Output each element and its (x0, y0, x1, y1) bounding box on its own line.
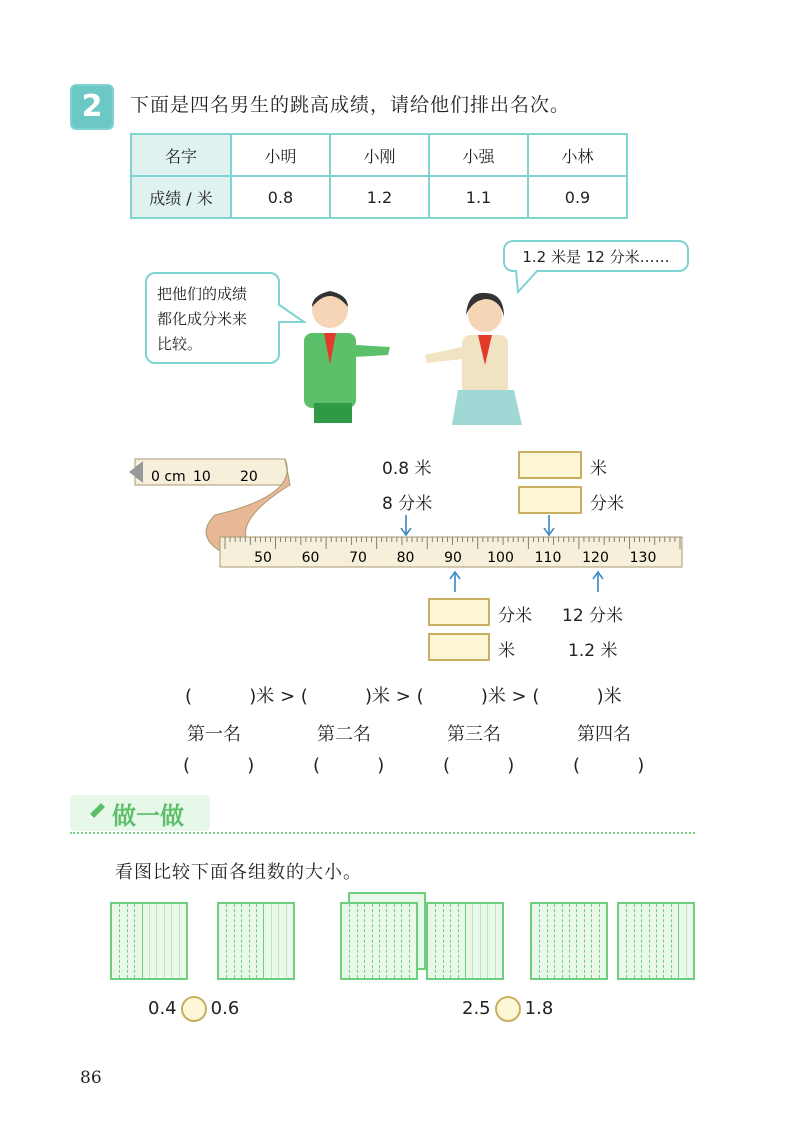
bubble-line: 把他们的成绩 (157, 285, 248, 303)
grid-line (480, 904, 481, 978)
grid-line (584, 904, 585, 978)
grid-line (547, 904, 548, 978)
tape-label-0cm: 0 cm (151, 469, 186, 485)
grid-0.8 (617, 902, 695, 980)
ranking-order-line: ( )米 > ( )米 > ( )米 > ( )米 (185, 686, 622, 707)
grid-line (179, 904, 180, 978)
place-second: 第二名 (317, 724, 371, 745)
answer-box-m-top[interactable] (518, 451, 582, 479)
tape-number: 80 (396, 550, 415, 566)
grid-line (394, 904, 395, 978)
grid-line (539, 904, 540, 978)
grid-line (149, 904, 150, 978)
arrow-up-icon (590, 570, 606, 592)
answer-blank-fourth[interactable]: ( ) (573, 755, 645, 776)
grid-0.6 (217, 902, 295, 980)
label-unit-m: 米 (498, 641, 515, 661)
grid-line (401, 904, 402, 978)
arrow-up-icon (447, 570, 463, 592)
table-cell: 1.2 (330, 176, 429, 218)
arrow-down-icon (541, 515, 557, 537)
label-unit-dm: 分米 (498, 606, 532, 626)
grid-line (241, 904, 242, 978)
grid-line (458, 904, 459, 978)
table-row-scores (131, 176, 627, 218)
grid-line (465, 904, 466, 978)
grid-line (364, 904, 365, 978)
grid-line (678, 904, 679, 978)
tape-number: 90 (444, 550, 462, 566)
grid-line (249, 904, 250, 978)
grid-line (409, 904, 410, 978)
grid-line (156, 904, 157, 978)
value-1.8: 1.8 (524, 998, 554, 1019)
grid-line (569, 904, 570, 978)
value-0.6: 0.6 (210, 998, 240, 1019)
bubble-line: 都化成分米来 (157, 310, 248, 328)
grid-line (119, 904, 120, 978)
table-cell: 1.1 (429, 176, 528, 218)
place-first: 第一名 (187, 724, 241, 745)
pencil-icon (84, 800, 108, 824)
children-illustration (290, 285, 530, 425)
boy-figure (304, 291, 390, 423)
grid-line (641, 904, 642, 978)
tape-number: 60 (301, 550, 320, 566)
answer-box-dm-bottom[interactable] (428, 598, 490, 626)
table-cell: 小刚 (330, 134, 429, 176)
comparison-left (148, 996, 239, 1022)
comparison-right (462, 996, 553, 1022)
label-0.8m: 0.8 米 (382, 459, 432, 479)
label-unit-m: 米 (590, 459, 607, 479)
grid-line (435, 904, 436, 978)
label-unit-dm: 分米 (590, 494, 624, 514)
grid-whole-b (530, 902, 608, 980)
practice-instruction: 看图比较下面各组数的大小。 (115, 862, 362, 883)
table-cell: 小强 (429, 134, 528, 176)
table-header-cell: 成绩 / 米 (131, 176, 231, 218)
boy-speech-bubble (145, 272, 280, 364)
table-cell: 小明 (231, 134, 330, 176)
grid-line (649, 904, 650, 978)
compare-circle[interactable] (181, 996, 207, 1022)
grid-line (226, 904, 227, 978)
grid-line (271, 904, 272, 978)
grid-line (386, 904, 387, 978)
answer-box-dm-top[interactable] (518, 486, 582, 514)
tape-numbers (254, 550, 656, 566)
girl-speech-bubble: 1.2 米是 12 分米…… (503, 240, 689, 272)
grid-line (379, 904, 380, 978)
grid-line (443, 904, 444, 978)
grid-line (634, 904, 635, 978)
tape-label-20: 20 (240, 469, 258, 485)
table-cell: 0.8 (231, 176, 330, 218)
grid-line (626, 904, 627, 978)
grid-line (591, 904, 592, 978)
grid-0.4 (110, 902, 188, 980)
grid-line (234, 904, 235, 978)
tape-number: 100 (487, 550, 514, 566)
table-cell: 0.9 (528, 176, 627, 218)
grid-line (134, 904, 135, 978)
tape-number: 50 (254, 550, 272, 566)
grid-line (349, 904, 350, 978)
table-header-cell: 名字 (131, 134, 231, 176)
grid-line (686, 904, 687, 978)
grid-line (472, 904, 473, 978)
arrow-down-icon (398, 515, 414, 537)
grid-line (599, 904, 600, 978)
tape-number: 110 (534, 550, 562, 566)
grid-line (576, 904, 577, 978)
dotted-divider (70, 832, 695, 834)
grid-half (426, 902, 504, 980)
label-1.2m: 1.2 米 (568, 641, 618, 661)
answer-blank-second[interactable]: ( ) (313, 755, 385, 776)
tape-label-10: 10 (193, 469, 211, 485)
grid-line (256, 904, 257, 978)
answer-blank-third[interactable]: ( ) (443, 755, 515, 776)
grid-line (487, 904, 488, 978)
place-third: 第三名 (447, 724, 501, 745)
grid-line (554, 904, 555, 978)
grid-line (450, 904, 451, 978)
place-fourth: 第四名 (577, 724, 631, 745)
grid-line (656, 904, 657, 978)
table-row-names (131, 134, 627, 176)
tape-number: 70 (349, 550, 367, 566)
grid-line (286, 904, 287, 978)
grid-line (263, 904, 264, 978)
grid-line (671, 904, 672, 978)
value-0.4: 0.4 (148, 998, 177, 1019)
grid-line (562, 904, 563, 978)
grid-line (663, 904, 664, 978)
grid-line (278, 904, 279, 978)
grid-line (127, 904, 128, 978)
scores-table (130, 133, 628, 219)
table-cell: 小林 (528, 134, 627, 176)
problem-number-badge: 2 (70, 84, 114, 130)
answer-box-m-bottom[interactable] (428, 633, 490, 661)
grid-whole (340, 902, 418, 980)
grid-line (372, 904, 373, 978)
problem-prompt: 下面是四名男生的跳高成绩，请给他们排出名次。 (130, 94, 571, 116)
bubble-line: 比较。 (157, 335, 203, 353)
grid-line (171, 904, 172, 978)
grid-line (164, 904, 165, 978)
grid-line (142, 904, 143, 978)
practice-header: 做一做 (112, 802, 184, 830)
grid-line (357, 904, 358, 978)
tape-number: 120 (582, 550, 609, 566)
label-8dm: 8 分米 (382, 494, 433, 514)
tape-number: 130 (629, 550, 657, 566)
answer-blank-first[interactable]: ( ) (183, 755, 255, 776)
grid-line (495, 904, 496, 978)
compare-circle[interactable] (495, 996, 521, 1022)
value-2.5: 2.5 (462, 998, 491, 1019)
page-number: 86 (80, 1068, 102, 1088)
label-12dm: 12 分米 (562, 606, 624, 626)
girl-figure (425, 293, 522, 425)
